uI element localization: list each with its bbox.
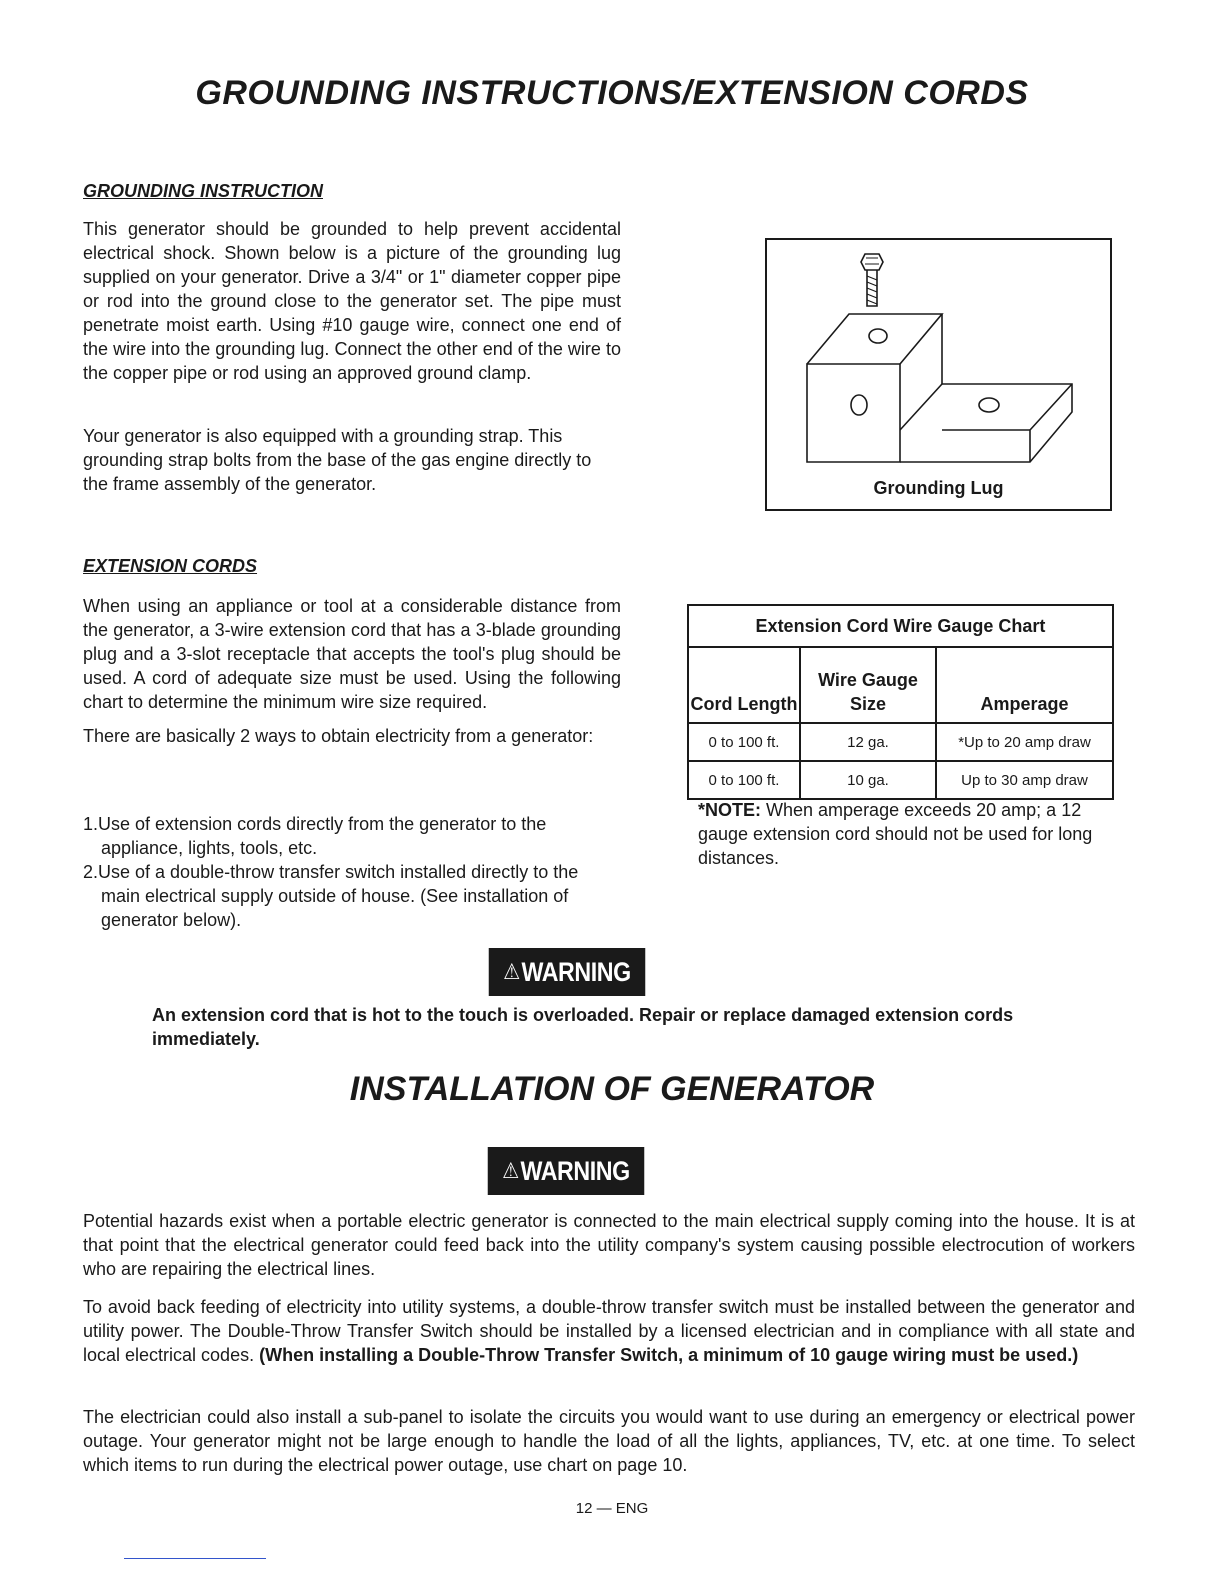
header-cord-length: Cord Length bbox=[688, 647, 800, 723]
note-label: *NOTE: bbox=[698, 800, 761, 820]
grounding-paragraph-1: This generator should be grounded to help prevent accidental electrical shock. Shown below is a picture of the grounding lug supplied on your generator. Drive a 3/4" or 1" diameter copper pipe or rod into the ground close to the generator set. The pipe must penetrate moist earth. Using #10 gauge wire, connect one end of the wire into the grounding lug. Connect the other end of the wire to the copper pipe or rod using an approved ground clamp. bbox=[83, 219, 621, 383]
table-cell: 12 ga. bbox=[800, 723, 936, 761]
warning-badge-label: WARNING bbox=[520, 1155, 630, 1186]
chart-title: Extension Cord Wire Gauge Chart bbox=[688, 605, 1113, 647]
installation-paragraph-3: The electrician could also install a sub-panel to isolate the circuits you would want to use during an emergency or electrical power outage. Your generator might not be large enough to handle the load of all the lights, appliances, TV, etc. at one time. To select which items to run during the electrical power outage, use chart on page 10. bbox=[83, 1407, 1135, 1475]
installation-paragraph-2-bold: (When installing a Double-Throw Transfer Switch, a minimum of 10 gauge wiring must be used.) bbox=[259, 1345, 1079, 1365]
header-wire-gauge: Wire Gauge Size bbox=[800, 647, 936, 723]
list-item: 2.Use of a double-throw transfer switch installed directly to the main electrical supply outside of house. (See installation of generator below). bbox=[83, 862, 579, 930]
note-text: When amperage exceeds 20 amp; a 12 gauge extension cord should not be used for long distances. bbox=[698, 800, 1093, 868]
wire-gauge-chart bbox=[687, 604, 1114, 800]
table-row bbox=[688, 723, 1113, 761]
table-cell: 10 ga. bbox=[800, 761, 936, 799]
list-item: 1.Use of extension cords directly from the generator to the appliance, lights, tools, etc. bbox=[83, 814, 547, 858]
installation-paragraph-1: Potential hazards exist when a portable electric generator is connected to the main electrical supply coming into the house. It is at that point that the electrical generator could feed back into the utility company's system causing possible electrocution of workers who are repairing the electrical lines. bbox=[83, 1211, 1135, 1279]
warning-triangle-icon: ⚠ bbox=[503, 959, 520, 984]
bottom-rule bbox=[124, 1558, 266, 1559]
grounding-lug-figure bbox=[765, 238, 1112, 511]
warning-triangle-icon: ⚠ bbox=[502, 1158, 519, 1183]
installation-paragraph-2 bbox=[83, 1295, 1135, 1367]
chart-note bbox=[698, 798, 1108, 870]
figure-caption: Grounding Lug bbox=[873, 478, 1004, 498]
table-cell: Up to 30 amp draw bbox=[936, 761, 1113, 799]
installation-title: INSTALLATION OF GENERATOR bbox=[349, 1070, 875, 1108]
table-row bbox=[688, 761, 1113, 799]
extension-paragraph-1: When using an appliance or tool at a considerable distance from the generator, a 3-wire extension cord that has a 3-blade grounding plug and a 3-slot receptacle that accepts the tool's plug should be used. A cord of adequate size must be used. Using the following chart to determine the minimum wire size required. bbox=[83, 596, 621, 712]
header-amperage: Amperage bbox=[936, 647, 1113, 723]
extension-list bbox=[83, 812, 613, 932]
installation-paragraph-2-text: To avoid back feeding of electricity into utility systems, a double-throw transfer switch must be installed between the generator and utility power. The Double-Throw Transfer Switch should be installed by a licensed electrician and in compliance with all state and local electrical codes. bbox=[83, 1297, 1135, 1365]
table-cell: *Up to 20 amp draw bbox=[936, 723, 1113, 761]
grounding-lug-icon bbox=[767, 240, 1110, 470]
grounding-paragraph-2: Your generator is also equipped with a grounding strap. This grounding strap bolts from the base of the gas engine directly to the frame assembly of the generator. bbox=[83, 426, 592, 494]
warning-badge-label: WARNING bbox=[521, 956, 631, 987]
warning-badge bbox=[489, 948, 646, 996]
extension-heading: EXTENSION CORDS bbox=[83, 556, 258, 576]
warning-text: An extension cord that is hot to the touch is overloaded. Repair or replace damaged extension cords immediately. bbox=[152, 1005, 1014, 1049]
table-cell: 0 to 100 ft. bbox=[688, 723, 800, 761]
installation-warning-badge bbox=[488, 1147, 645, 1195]
page-title: GROUNDING INSTRUCTIONS/EXTENSION CORDS bbox=[195, 74, 1029, 112]
page-footer: 12 — ENG bbox=[575, 1500, 649, 1517]
grounding-heading: GROUNDING INSTRUCTION bbox=[83, 181, 323, 201]
table-cell: 0 to 100 ft. bbox=[688, 761, 800, 799]
extension-paragraph-2: There are basically 2 ways to obtain electricity from a generator: bbox=[83, 726, 594, 746]
